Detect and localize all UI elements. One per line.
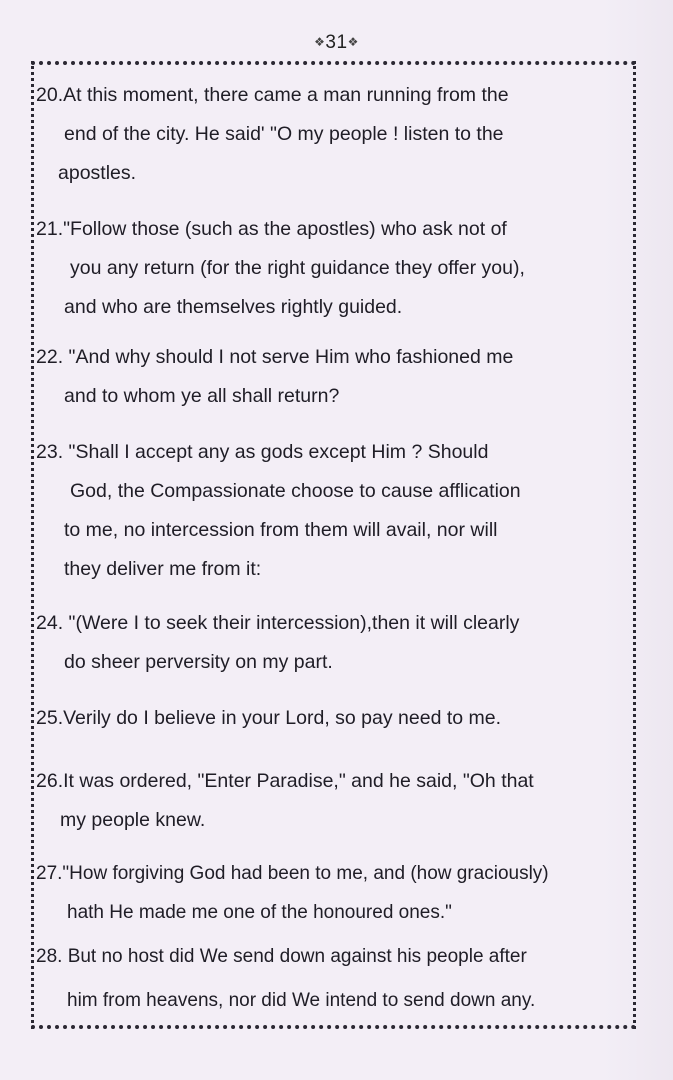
verse-line: him from heavens, nor did We intend to send down any.: [67, 990, 536, 1011]
verse-line: 27."How forgiving God had been to me, and (how graciously): [36, 863, 549, 884]
verse-line: 25.Verily do I believe in your Lord, so pay need to me.: [36, 707, 502, 729]
verse-line: 20.At this moment, there came a man running from the: [36, 84, 509, 106]
verse-25: [36, 699, 501, 738]
verse-line: 24. "(Were I to seek their intercession),then it will clearly: [36, 612, 520, 634]
verse-line: 28. But no host did We send down against his people after: [36, 946, 527, 967]
verse-line: end of the city. He said' "O my people ! listen to the: [64, 123, 504, 145]
verse-line: do sheer perversity on my part.: [64, 651, 333, 673]
verse-line: and to whom ye all shall return?: [64, 385, 340, 407]
verse-line: God, the Compassionate choose to cause afflication: [70, 480, 521, 502]
verse-line: 22. "And why should I not serve Him who fashioned me: [36, 346, 514, 368]
ornament-left-icon: ❖: [314, 35, 326, 49]
verse-20: [36, 76, 509, 193]
verse-line: you any return (for the right guidance they offer you),: [70, 257, 525, 279]
page-number-text: 31: [325, 32, 348, 53]
verse-28: [36, 935, 535, 1023]
verse-24: [36, 604, 519, 682]
verse-line: 23. "Shall I accept any as gods except Him ? Should: [36, 441, 489, 463]
verse-line: apostles.: [58, 162, 137, 184]
verse-line: they deliver me from it:: [64, 558, 262, 580]
verse-line: 21."Follow those (such as the apostles) who ask not of: [36, 218, 507, 240]
ornament-right-icon: ❖: [347, 35, 359, 49]
verse-line: hath He made me one of the honoured ones.": [67, 902, 452, 923]
verse-line: to me, no intercession from them will avail, nor will: [64, 519, 498, 541]
verse-line: and who are themselves rightly guided.: [64, 296, 403, 318]
verse-27: [36, 854, 549, 932]
verse-26: [36, 762, 534, 840]
verse-23: [36, 433, 521, 589]
page-number: [0, 32, 673, 54]
verse-21: [36, 210, 525, 327]
verse-line: my people knew.: [60, 809, 206, 831]
verse-22: [36, 338, 513, 416]
verse-line: 26.It was ordered, "Enter Paradise," and he said, "Oh that: [36, 770, 534, 792]
